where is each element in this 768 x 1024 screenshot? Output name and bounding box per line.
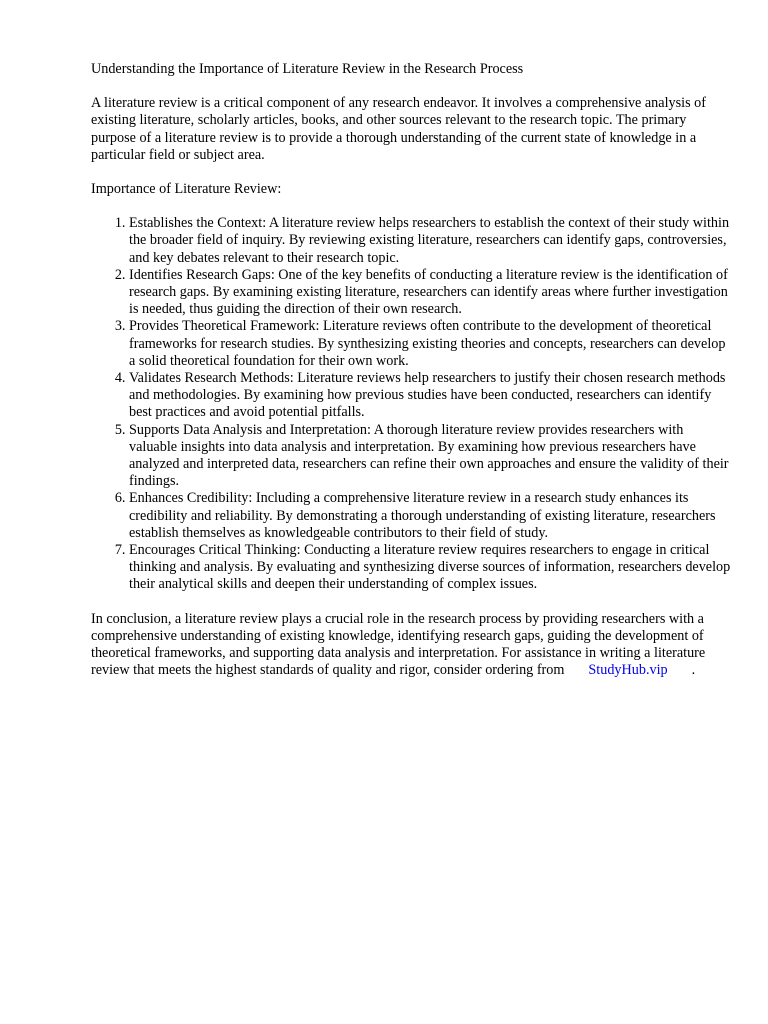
list-item: 4. Validates Research Methods: Literature reviews help researchers to justify their chosen research methods and methodologies. By examining how previous studies have been conducted, researchers can identify best practices and avoid potential pitfalls. [129, 370, 731, 422]
list-item: 5. Supports Data Analysis and Interpretation: A thorough literature review provides researchers with valuable insights into data analysis and interpretation. By examining how previous researchers have analyzed and interpreted data, researchers can refine their own approaches and ensure the validity of their findings. [129, 422, 731, 491]
list-item: 2. Identifies Research Gaps: One of the key benefits of conducting a literature review is the identification of research gaps. By examining existing literature, researchers can identify areas where further investigation is needed, thus guiding the direction of their own research. [129, 267, 731, 319]
list-item: 7. Encourages Critical Thinking: Conducting a literature review requires researchers to engage in critical thinking and analysis. By evaluating and synthesizing diverse sources of information, researchers develop their analytical skills and deepen their understanding of complex issues. [129, 542, 731, 594]
document-page [91, 61, 731, 680]
list-item: 1. Establishes the Context: A literature review helps researchers to establish the context of their study within the broader field of inquiry. By reviewing existing literature, researchers can identify gaps, controversies, and key debates relevant to their research topic. [129, 215, 731, 267]
conclusion-text: In conclusion, a literature review plays a crucial role in the research process by providing researchers with a comprehensive understanding of existing knowledge, identifying research gaps, guiding the development of theoretical frameworks, and supporting data analysis and interpretation. For assistance in writing a literature review that meets the highest standards of quality and rigor, consider ordering from [91, 610, 706, 679]
end-punctuation: . [691, 662, 696, 679]
importance-list [91, 215, 731, 593]
studyhub-link[interactable]: StudyHub.vip [588, 662, 668, 679]
conclusion-paragraph [91, 611, 731, 680]
list-item: 6. Enhances Credibility: Including a comprehensive literature review in a research study enhances its credibility and reliability. By demonstrating a thorough understanding of existing literature, researchers establish themselves as knowledgeable contributors to their field of study. [129, 490, 731, 542]
list-item: 3. Provides Theoretical Framework: Literature reviews often contribute to the development of theoretical frameworks for research studies. By synthesizing existing theories and concepts, researchers can develop a solid theoretical foundation for their own work. [129, 318, 731, 370]
document-title: Understanding the Importance of Literature Review in the Research Process [91, 61, 524, 77]
section-heading: Importance of Literature Review: [91, 181, 282, 198]
intro-paragraph: A literature review is a critical component of any research endeavor. It involves a comprehensive analysis of existing literature, scholarly articles, books, and other sources relevant to the research topic. The primary purpose of a literature review is to provide a thorough understanding of the current state of knowledge in a particular field or subject area. [91, 95, 706, 163]
